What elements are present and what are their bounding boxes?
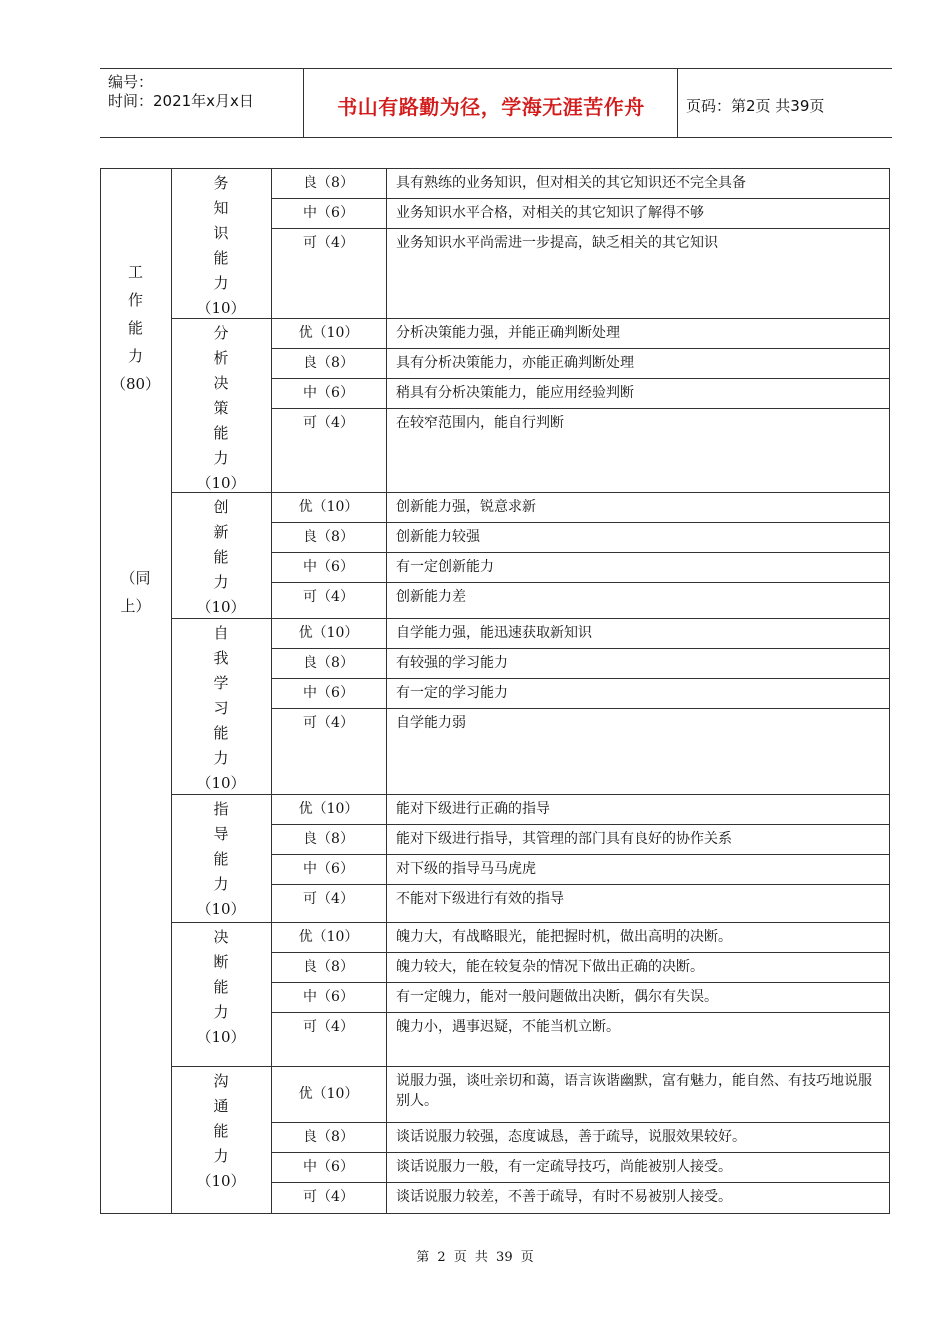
description-cell: 对下级的指导马马虎虎	[396, 861, 536, 877]
level-cell: 可（4）	[303, 1019, 354, 1035]
criterion-char: 能	[213, 1122, 229, 1140]
criterion-char: 我	[213, 649, 229, 667]
level-cell: 良（8）	[303, 355, 354, 371]
criterion-char: 力	[213, 274, 229, 292]
level-cell: 中（6）	[303, 861, 354, 877]
group-char: 作	[127, 291, 143, 309]
page-footer: 第 2 页 共 39 页	[416, 1250, 534, 1265]
criterion-char: 力	[213, 573, 229, 591]
level-cell: 良（8）	[303, 529, 354, 545]
criterion-char: 力	[213, 749, 229, 767]
criterion-char: 力	[213, 875, 229, 893]
level-cell: 优（10）	[298, 1086, 359, 1102]
level-cell: 优（10）	[298, 801, 359, 817]
criterion-label	[171, 321, 271, 496]
level-cell: 可（4）	[303, 715, 354, 731]
level-cell: 中（6）	[303, 559, 354, 575]
criterion-char: 习	[213, 699, 229, 717]
header-meta	[108, 73, 254, 111]
level-cell: 可（4）	[303, 415, 354, 431]
description-cell: 谈话说服力较强，态度诚恳，善于疏导，说服效果较好。	[396, 1129, 746, 1145]
level-cell: 中（6）	[303, 685, 354, 701]
criterion-char: （10）	[196, 774, 246, 792]
criterion-char: 决	[213, 374, 229, 392]
criterion-label	[171, 925, 271, 1050]
criterion-char: （10）	[196, 1172, 246, 1190]
group-note	[100, 564, 171, 620]
criterion-label	[171, 171, 271, 321]
criterion-char: 决	[213, 928, 229, 946]
criterion-char: 能	[213, 978, 229, 996]
criterion-char: 断	[213, 953, 229, 971]
level-cell: 良（8）	[303, 175, 354, 191]
criterion-char: 力	[213, 1003, 229, 1021]
level-cell: 优（10）	[298, 499, 359, 515]
criterion-char: 力	[213, 1147, 229, 1165]
criterion-char: （10）	[196, 1028, 246, 1046]
description-cell: 有一定的学习能力	[396, 685, 508, 701]
criterion-char: 学	[213, 674, 229, 692]
criterion-char: （10）	[196, 474, 246, 492]
description-cell: 魄力小，遇事迟疑，不能当机立断。	[396, 1019, 620, 1035]
criterion-char: 导	[213, 825, 229, 843]
description-cell: 魄力大，有战略眼光，能把握时机，做出高明的决断。	[396, 929, 732, 945]
level-cell: 良（8）	[303, 655, 354, 671]
criterion-char: 力	[213, 449, 229, 467]
description-cell: 有较强的学习能力	[396, 655, 508, 671]
group-note-line: （同	[120, 569, 151, 587]
criterion-char: 能	[213, 724, 229, 742]
section-divider	[171, 1066, 889, 1067]
level-cell: 优（10）	[298, 929, 359, 945]
criterion-char: （10）	[196, 900, 246, 918]
criterion-char: 识	[213, 224, 229, 242]
description-cell: 不能对下级进行有效的指导	[396, 891, 564, 907]
criterion-label	[171, 495, 271, 620]
criterion-label	[171, 797, 271, 922]
page-header	[100, 68, 892, 138]
description-cell: 稍具有分析决策能力，能应用经验判断	[396, 385, 634, 401]
criterion-char: 分	[213, 324, 229, 342]
group-note-line: 上）	[120, 597, 151, 615]
criterion-char: （10）	[196, 299, 246, 317]
description-cell: 具有熟练的业务知识，但对相关的其它知识还不完全具备	[396, 175, 746, 191]
page-code: 页码：第2页 共39页	[686, 97, 825, 115]
criterion-char: 能	[213, 850, 229, 868]
description-cell: 业务知识水平尚需进一步提高，缺乏相关的其它知识	[396, 235, 718, 251]
criterion-char: 能	[213, 249, 229, 267]
level-cell: 中（6）	[303, 989, 354, 1005]
level-cell: 良（8）	[303, 831, 354, 847]
criterion-char: 创	[213, 498, 229, 516]
description-cell: 有一定魄力，能对一般问题做出决断，偶尔有失误。	[396, 989, 718, 1005]
group-char: 力	[127, 347, 143, 365]
description-cell: 自学能力弱	[396, 715, 466, 731]
group-label	[100, 258, 171, 398]
level-cell: 中（6）	[303, 1159, 354, 1175]
criterion-char: 知	[213, 199, 229, 217]
description-cell: 能对下级进行正确的指导	[396, 801, 550, 817]
description-cell: 分析决策能力强，并能正确判断处理	[396, 325, 620, 341]
group-char: （80）	[110, 375, 161, 393]
description-cell: 创新能力差	[396, 589, 466, 605]
description-cell: 业务知识水平合格，对相关的其它知识了解得不够	[396, 205, 704, 221]
criterion-char: 自	[213, 624, 229, 642]
description-cell: 自学能力强，能迅速获取新知识	[396, 625, 592, 641]
level-cell: 良（8）	[303, 959, 354, 975]
level-cell: 中（6）	[303, 385, 354, 401]
criterion-char: 析	[213, 349, 229, 367]
level-cell: 优（10）	[298, 325, 359, 341]
criterion-char: 沟	[213, 1072, 229, 1090]
time-label: 时间：2021年x月x日	[108, 92, 254, 110]
description-cell: 说服力强，谈吐亲切和蔼，语言诙谐幽默，富有魅力，能自然、有技巧地说服别人。	[396, 1073, 872, 1109]
description-cell: 在较窄范围内，能自行判断	[396, 415, 564, 431]
serial-label: 编号：	[108, 73, 154, 91]
description-cell: 魄力较大，能在较复杂的情况下做出正确的决断。	[396, 959, 704, 975]
description-cell: 谈话说服力较差，不善于疏导，有时不易被别人接受。	[396, 1189, 732, 1205]
description-cell: 能对下级进行指导，其管理的部门具有良好的协作关系	[396, 831, 732, 847]
level-cell: 可（4）	[303, 1189, 354, 1205]
criterion-char: （10）	[196, 598, 246, 616]
column-divider	[386, 168, 387, 1214]
level-cell: 可（4）	[303, 589, 354, 605]
group-char: 能	[127, 319, 143, 337]
criterion-char: 策	[213, 399, 229, 417]
group-char: 工	[127, 263, 143, 281]
level-cell: 中（6）	[303, 205, 354, 221]
level-cell: 优（10）	[298, 625, 359, 641]
criterion-label	[171, 621, 271, 796]
description-cell: 谈话说服力一般，有一定疏导技巧，尚能被别人接受。	[396, 1159, 732, 1175]
criterion-char: 能	[213, 424, 229, 442]
criterion-char: 通	[213, 1097, 229, 1115]
description-cell: 具有分析决策能力，亦能正确判断处理	[396, 355, 634, 371]
motto: 书山有路勤为径，学海无涯苦作舟	[337, 95, 645, 119]
criterion-char: 指	[213, 800, 229, 818]
level-cell: 可（4）	[303, 235, 354, 251]
level-cell: 可（4）	[303, 891, 354, 907]
description-cell: 创新能力较强	[396, 529, 480, 545]
description-cell: 有一定创新能力	[396, 559, 494, 575]
criterion-label	[171, 1069, 271, 1194]
evaluation-table	[100, 168, 890, 1214]
criterion-char: 能	[213, 548, 229, 566]
description-cell: 创新能力强，锐意求新	[396, 499, 536, 515]
criterion-char: 新	[213, 523, 229, 541]
level-cell: 良（8）	[303, 1129, 354, 1145]
criterion-char: 务	[213, 174, 229, 192]
